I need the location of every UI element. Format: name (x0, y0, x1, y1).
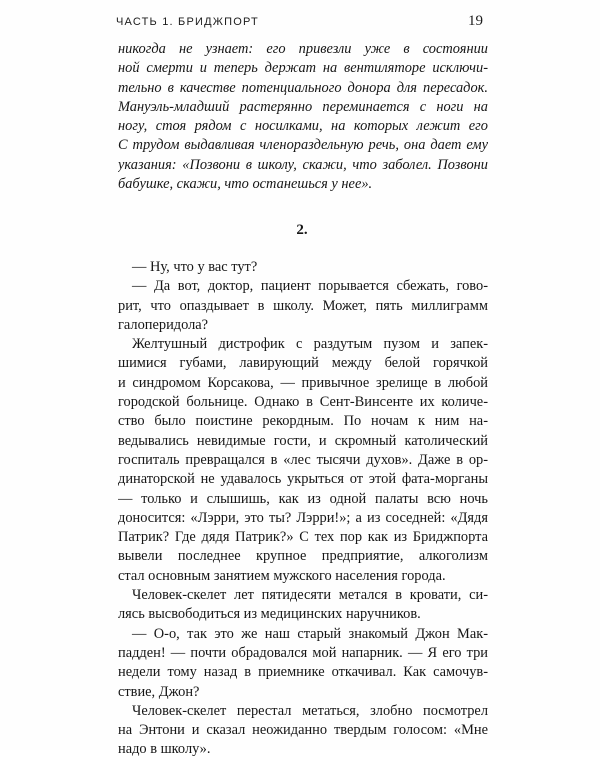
italic-line: ногу, стоя рядом с носилками, на которых лежит его (118, 118, 488, 135)
text-line: стал основным занятием мужского населения города. (118, 567, 446, 584)
text-line: вывели последнее крупное предприятие, алкоголизм (118, 548, 488, 565)
text-line: галоперидола? (118, 316, 209, 333)
italic-line: С трудом выдавливая членораздельную речь, она дает ему (118, 137, 488, 154)
text-line: ведывались невидимые гости, и скромный католический (118, 432, 488, 449)
text-line: ствие, Джон? (118, 683, 200, 700)
italic-line: бабушке, скажи, что останешься у нее». (118, 176, 373, 193)
running-head: ЧАСТЬ 1. БРИДЖПОРТ (116, 16, 259, 28)
text-line: лясь высвободиться из медицинских наручников. (118, 606, 421, 623)
italic-line: Мануэль-младший растерянно переминается с ноги на (118, 98, 488, 115)
text-line: — Да вот, доктор, пациент порывается сбежать, гово- (132, 278, 488, 295)
text-line: госпиталь превращался в «лес тысячи духов». Даже в ор- (118, 451, 488, 468)
text-line: ство было поистине рекордным. По ночам к ним на- (118, 413, 488, 430)
italic-passage (118, 40, 488, 194)
text-line: динаторской не удавалось укрыться от этой фата-морганы (118, 471, 488, 488)
italic-line: тельно в качестве потенциального донора для пересадок. (118, 79, 488, 96)
text-line: — Ну, что у вас тут? (132, 259, 258, 275)
body-text (118, 258, 488, 760)
text-line: и синдромом Корсакова, — привычное зрелище в любой (118, 374, 488, 391)
text-line: рит, что опаздывает в школу. Может, пять миллиграмм (118, 297, 488, 314)
italic-line: ной смерти и теперь держат на вентиляторе исключи- (118, 60, 488, 77)
text-line: Человек-скелет лет пятидесяти метался в кровати, си- (132, 587, 488, 604)
italic-line: никогда не узнает: его привезли уже в состоянии (118, 41, 488, 57)
text-line: недели тому назад в приемнике откачивал. Как самочув- (118, 664, 488, 681)
text-line: Патрик? Где дядя Патрик?» С тех пор как из Бриджпорта (118, 529, 488, 546)
text-line: доносится: «Лэрри, это ты? Лэрри!»; а из соседней: «Дядя (118, 509, 488, 526)
text-line: — только и слышишь, как из одной палаты всю ночь (118, 490, 488, 507)
section-number: 2. (296, 222, 308, 238)
text-line: падден! — почти обрадовался мой напарник. — Я его три (118, 644, 488, 661)
text-line: шимися губами, лавирующий между белой горячкой (118, 355, 488, 372)
text-line: на Энтони и сказал неожиданно твердым голосом: «Мне (118, 722, 488, 739)
text-line: — О-о, так это же наш старый знакомый Джон Мак- (132, 625, 488, 642)
page-number: 19 (468, 13, 483, 29)
text-line: городской больнице. Однако в Сент-Винсенте их количе- (118, 394, 488, 411)
italic-line: указания: «Позвони в школу, скажи, что заболел. Позвони (118, 156, 488, 173)
text-line: надо в школу». (118, 741, 211, 758)
text-line: Желтушный дистрофик с раздутым пузом и запек- (132, 336, 488, 353)
text-line: Человек-скелет перестал метаться, злобно посмотрел (132, 702, 488, 719)
